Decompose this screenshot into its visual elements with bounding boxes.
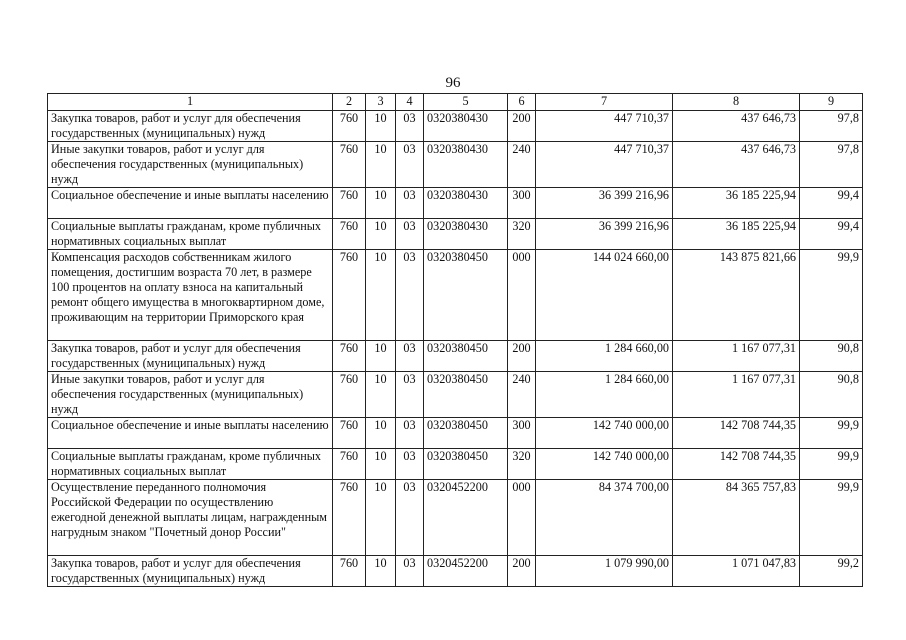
section-code-cell: 10 <box>366 556 396 587</box>
executed-amount-cell: 437 646,73 <box>673 142 800 188</box>
ministry-code-cell: 760 <box>333 449 366 480</box>
execution-percent-cell: 99,4 <box>800 219 863 250</box>
execution-percent-cell: 99,9 <box>800 449 863 480</box>
target-article-cell: 0320380430 <box>424 142 508 188</box>
execution-percent-cell: 97,8 <box>800 111 863 142</box>
planned-amount-cell: 447 710,37 <box>536 142 673 188</box>
subsection-code-cell: 03 <box>396 219 424 250</box>
executed-amount-cell: 84 365 757,83 <box>673 480 800 556</box>
column-header: 9 <box>800 94 863 111</box>
execution-percent-cell: 99,4 <box>800 188 863 219</box>
subsection-code-cell: 03 <box>396 480 424 556</box>
ministry-code-cell: 760 <box>333 418 366 449</box>
execution-percent-cell: 99,2 <box>800 556 863 587</box>
ministry-code-cell: 760 <box>333 341 366 372</box>
expense-type-cell: 320 <box>508 449 536 480</box>
section-code-cell: 10 <box>366 188 396 219</box>
table-row <box>48 341 863 372</box>
executed-amount-cell: 437 646,73 <box>673 111 800 142</box>
ministry-code-cell: 760 <box>333 250 366 341</box>
section-code-cell: 10 <box>366 250 396 341</box>
row-name-cell: Социальное обеспечение и иные выплаты населению <box>48 418 333 449</box>
planned-amount-cell: 447 710,37 <box>536 111 673 142</box>
row-name-cell: Закупка товаров, работ и услуг для обеспечения государственных (муниципальных) нужд <box>48 341 333 372</box>
target-article-cell: 0320380450 <box>424 341 508 372</box>
table-row <box>48 418 863 449</box>
column-header: 1 <box>48 94 333 111</box>
planned-amount-cell: 142 740 000,00 <box>536 418 673 449</box>
table-row <box>48 556 863 587</box>
planned-amount-cell: 1 284 660,00 <box>536 372 673 418</box>
target-article-cell: 0320380430 <box>424 219 508 250</box>
subsection-code-cell: 03 <box>396 418 424 449</box>
execution-percent-cell: 97,8 <box>800 142 863 188</box>
column-header: 6 <box>508 94 536 111</box>
target-article-cell: 0320380450 <box>424 250 508 341</box>
target-article-cell: 0320452200 <box>424 556 508 587</box>
expense-type-cell: 300 <box>508 418 536 449</box>
execution-percent-cell: 99,9 <box>800 418 863 449</box>
subsection-code-cell: 03 <box>396 341 424 372</box>
execution-percent-cell: 99,9 <box>800 250 863 341</box>
column-header: 5 <box>424 94 508 111</box>
executed-amount-cell: 36 185 225,94 <box>673 188 800 219</box>
section-code-cell: 10 <box>366 219 396 250</box>
table-row <box>48 142 863 188</box>
column-header: 4 <box>396 94 424 111</box>
expense-type-cell: 300 <box>508 188 536 219</box>
row-name-cell: Иные закупки товаров, работ и услуг для обеспечения государственных (муниципальных) нужд <box>48 372 333 418</box>
table-row <box>48 480 863 556</box>
expense-type-cell: 200 <box>508 111 536 142</box>
planned-amount-cell: 1 284 660,00 <box>536 341 673 372</box>
column-header: 3 <box>366 94 396 111</box>
expense-type-cell: 320 <box>508 219 536 250</box>
subsection-code-cell: 03 <box>396 111 424 142</box>
row-name-cell: Закупка товаров, работ и услуг для обеспечения государственных (муниципальных) нужд <box>48 111 333 142</box>
executed-amount-cell: 142 708 744,35 <box>673 449 800 480</box>
row-name-cell: Осуществление переданного полномочия Российской Федерации по осуществлению ежегодной денежной выплаты лицам, награжденным нагрудным знаком "Почетный донор России" <box>48 480 333 556</box>
section-code-cell: 10 <box>366 480 396 556</box>
table-row <box>48 449 863 480</box>
executed-amount-cell: 142 708 744,35 <box>673 418 800 449</box>
ministry-code-cell: 760 <box>333 219 366 250</box>
planned-amount-cell: 84 374 700,00 <box>536 480 673 556</box>
section-code-cell: 10 <box>366 418 396 449</box>
target-article-cell: 0320380430 <box>424 111 508 142</box>
ministry-code-cell: 760 <box>333 111 366 142</box>
ministry-code-cell: 760 <box>333 142 366 188</box>
column-header: 7 <box>536 94 673 111</box>
subsection-code-cell: 03 <box>396 449 424 480</box>
expense-type-cell: 000 <box>508 480 536 556</box>
ministry-code-cell: 760 <box>333 480 366 556</box>
subsection-code-cell: 03 <box>396 372 424 418</box>
executed-amount-cell: 1 071 047,83 <box>673 556 800 587</box>
table-row <box>48 372 863 418</box>
page-number: 96 <box>445 75 461 91</box>
expense-type-cell: 200 <box>508 341 536 372</box>
row-name-cell: Закупка товаров, работ и услуг для обеспечения государственных (муниципальных) нужд <box>48 556 333 587</box>
executed-amount-cell: 36 185 225,94 <box>673 219 800 250</box>
row-name-cell: Социальные выплаты гражданам, кроме публичных нормативных социальных выплат <box>48 449 333 480</box>
section-code-cell: 10 <box>366 372 396 418</box>
section-code-cell: 10 <box>366 111 396 142</box>
target-article-cell: 0320380450 <box>424 372 508 418</box>
header-row <box>48 94 863 111</box>
planned-amount-cell: 36 399 216,96 <box>536 188 673 219</box>
executed-amount-cell: 143 875 821,66 <box>673 250 800 341</box>
table-row <box>48 219 863 250</box>
execution-percent-cell: 90,8 <box>800 372 863 418</box>
ministry-code-cell: 760 <box>333 188 366 219</box>
target-article-cell: 0320452200 <box>424 480 508 556</box>
table-row <box>48 111 863 142</box>
subsection-code-cell: 03 <box>396 142 424 188</box>
planned-amount-cell: 36 399 216,96 <box>536 219 673 250</box>
ministry-code-cell: 760 <box>333 556 366 587</box>
planned-amount-cell: 142 740 000,00 <box>536 449 673 480</box>
target-article-cell: 0320380450 <box>424 449 508 480</box>
row-name-cell: Иные закупки товаров, работ и услуг для обеспечения государственных (муниципальных) нужд <box>48 142 333 188</box>
subsection-code-cell: 03 <box>396 250 424 341</box>
subsection-code-cell: 03 <box>396 556 424 587</box>
planned-amount-cell: 144 024 660,00 <box>536 250 673 341</box>
expense-type-cell: 240 <box>508 372 536 418</box>
executed-amount-cell: 1 167 077,31 <box>673 341 800 372</box>
column-header: 2 <box>333 94 366 111</box>
executed-amount-cell: 1 167 077,31 <box>673 372 800 418</box>
table-body <box>48 111 863 587</box>
execution-percent-cell: 99,9 <box>800 480 863 556</box>
column-header: 8 <box>673 94 800 111</box>
section-code-cell: 10 <box>366 341 396 372</box>
row-name-cell: Компенсация расходов собственникам жилого помещения, достигшим возраста 70 лет, в размере 100 процентов на оплату взноса на капитальный ремонт общего имущества в многоквартирном доме, проживающим на территории Приморского края <box>48 250 333 341</box>
expense-type-cell: 240 <box>508 142 536 188</box>
execution-percent-cell: 90,8 <box>800 341 863 372</box>
section-code-cell: 10 <box>366 449 396 480</box>
expense-type-cell: 200 <box>508 556 536 587</box>
expense-type-cell: 000 <box>508 250 536 341</box>
table-row <box>48 188 863 219</box>
ministry-code-cell: 760 <box>333 372 366 418</box>
table-row <box>48 250 863 341</box>
planned-amount-cell: 1 079 990,00 <box>536 556 673 587</box>
subsection-code-cell: 03 <box>396 188 424 219</box>
row-name-cell: Социальные выплаты гражданам, кроме публичных нормативных социальных выплат <box>48 219 333 250</box>
target-article-cell: 0320380430 <box>424 188 508 219</box>
row-name-cell: Социальное обеспечение и иные выплаты населению <box>48 188 333 219</box>
budget-table <box>47 93 863 587</box>
section-code-cell: 10 <box>366 142 396 188</box>
target-article-cell: 0320380450 <box>424 418 508 449</box>
